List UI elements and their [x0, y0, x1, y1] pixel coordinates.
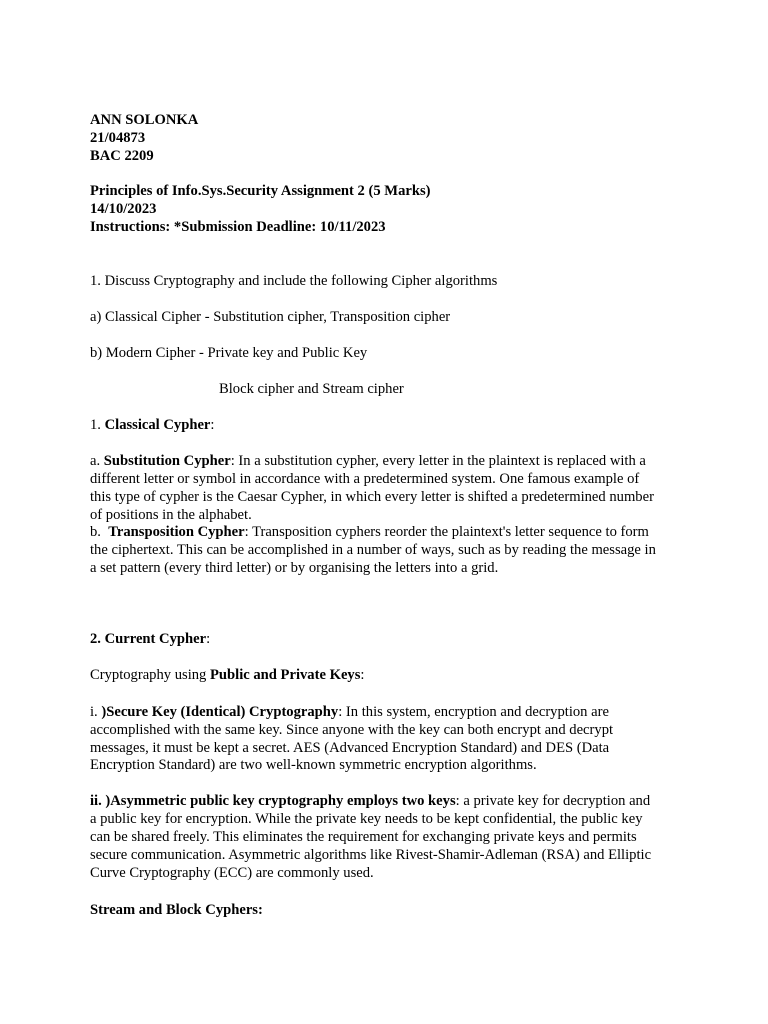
question-part-a: a) Classical Cipher - Substitution cipher, Transposition cipher — [90, 309, 451, 325]
secure-key-paragraph-line: messages, it must be kept a secret. AES (Advanced Encryption Standard) and DES (Data — [90, 740, 610, 756]
secure-key-paragraph-line: i. )Secure Key (Identical) Cryptography: In this system, encryption and decryption are — [90, 704, 609, 720]
section-current-heading: 2. Current Cypher: — [90, 631, 211, 647]
asymmetric-paragraph-line: ii. )Asymmetric public key cryptography employs two keys: a private key for decryption and — [90, 793, 651, 809]
section-classical-heading: 1. Classical Cypher: — [90, 417, 215, 433]
assignment-date: 14/10/2023 — [90, 201, 157, 217]
assignment-title: Principles of Info.Sys.Security Assignment 2 (5 Marks) — [90, 183, 431, 199]
stream-block-heading: Stream and Block Cyphers: — [90, 902, 263, 918]
substitution-paragraph-line: of positions in the alphabet. — [90, 507, 252, 523]
substitution-paragraph-line: different letter or symbol in accordance with a predetermined system. One famous example of — [90, 471, 640, 487]
instructions: Instructions: *Submission Deadline: 10/11/2023 — [90, 219, 386, 235]
secure-key-paragraph-line: Encryption Standard) are two well-known symmetric encryption algorithms. — [90, 757, 537, 773]
question-part-b-continued: Block cipher and Stream cipher — [219, 381, 404, 397]
question-part-b: b) Modern Cipher - Private key and Public Key — [90, 345, 368, 361]
transposition-paragraph-line: a set pattern (every third letter) or by organising the letters into a grid. — [90, 560, 499, 576]
course-code: BAC 2209 — [90, 148, 154, 164]
substitution-paragraph-line: a. Substitution Cypher: In a substitution cypher, every letter in the plaintext is replaced with a — [90, 453, 646, 469]
substitution-paragraph-line: this type of cypher is the Caesar Cypher, in which every letter is shifted a predetermined number — [90, 489, 654, 505]
author-name: ANN SOLONKA — [90, 112, 199, 128]
secure-key-paragraph-line: accomplished with the same key. Since anyone with the key can both encrypt and decrypt — [90, 722, 614, 738]
registration-number: 21/04873 — [90, 130, 146, 146]
asymmetric-paragraph-line: a public key for encryption. While the private key needs to be kept confidential, the public key — [90, 811, 643, 827]
asymmetric-paragraph-line: Curve Cryptography (ECC) are commonly used. — [90, 865, 374, 881]
question-intro: 1. Discuss Cryptography and include the following Cipher algorithms — [90, 273, 498, 289]
keys-intro: Cryptography using Public and Private Keys: — [90, 667, 365, 683]
transposition-paragraph-line: b. Transposition Cypher: Transposition cyphers reorder the plaintext's letter sequence to form — [90, 524, 649, 540]
asymmetric-paragraph-line: secure communication. Asymmetric algorithms like Rivest-Shamir-Adleman (RSA) and Elliptic — [90, 847, 652, 863]
transposition-paragraph-line: the ciphertext. This can be accomplished in a number of ways, such as by reading the message in — [90, 542, 656, 558]
asymmetric-paragraph-line: can be shared freely. This eliminates the requirement for exchanging private keys and permits — [90, 829, 637, 845]
